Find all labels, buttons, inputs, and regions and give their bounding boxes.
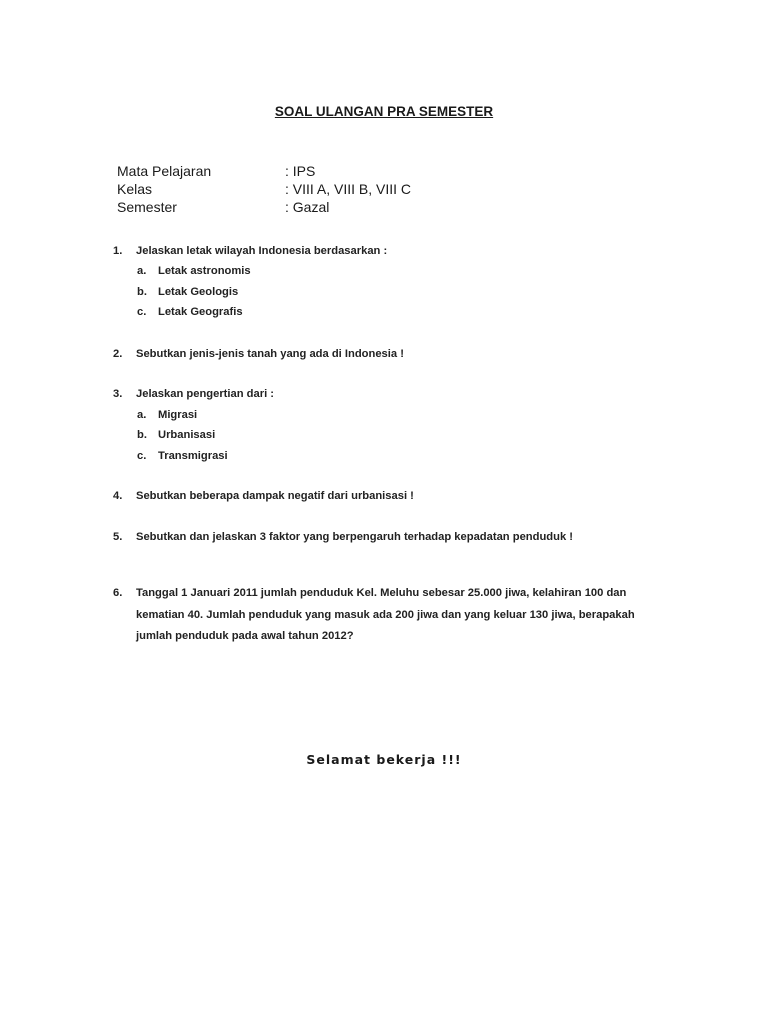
sub-text: Transmigrasi xyxy=(158,450,228,462)
sub-letter: c. xyxy=(137,450,147,462)
info-value-class: : VIII A, VIII B, VIII C xyxy=(285,181,412,197)
info-value-subject: : IPS xyxy=(285,163,316,179)
info-value-semester: : Gazal xyxy=(285,199,330,215)
question-number: 3. xyxy=(113,388,123,400)
title-text: SOAL ULANGAN PRA SEMESTER xyxy=(274,104,494,119)
question-text-line: jumlah penduduk pada awal tahun 2012? xyxy=(136,630,354,642)
sub-letter: a. xyxy=(137,265,147,277)
sub-letter: b. xyxy=(137,429,147,441)
closing-text: Selamat bekerja !!! xyxy=(306,752,462,767)
question-text: Sebutkan dan jelaskan 3 faktor yang berpengaruh terhadap kepadatan penduduk ! xyxy=(136,531,574,543)
sub-letter: b. xyxy=(137,286,147,298)
sub-text: Letak astronomis xyxy=(158,265,251,277)
question-text: Jelaskan pengertian dari : xyxy=(136,388,275,400)
sub-letter: a. xyxy=(137,409,147,421)
info-label-semester: Semester xyxy=(117,199,177,215)
sub-text: Urbanisasi xyxy=(158,429,216,441)
question-text: Sebutkan beberapa dampak negatif dari urbanisasi ! xyxy=(136,490,414,502)
question-text-line: Tanggal 1 Januari 2011 jumlah penduduk Kel. Meluhu sebesar 25.000 jiwa, kelahiran 100 dan xyxy=(136,587,627,599)
sub-letter: c. xyxy=(137,306,147,318)
question-number: 5. xyxy=(113,531,123,543)
sub-text: Migrasi xyxy=(158,409,198,421)
info-label-class: Kelas xyxy=(117,181,153,197)
question-number: 1. xyxy=(113,245,123,257)
question-text: Sebutkan jenis-jenis tanah yang ada di Indonesia ! xyxy=(136,348,404,360)
sub-text: Letak Geografis xyxy=(158,306,243,318)
info-label-subject: Mata Pelajaran xyxy=(117,163,212,179)
page-title xyxy=(0,104,768,119)
question-number: 6. xyxy=(113,587,123,599)
question-number: 2. xyxy=(113,348,123,360)
question-number: 4. xyxy=(113,490,123,502)
question-text: Jelaskan letak wilayah Indonesia berdasarkan : xyxy=(136,245,388,257)
question-text-line: kematian 40. Jumlah penduduk yang masuk ada 200 jiwa dan yang keluar 130 jiwa, berapakah xyxy=(136,609,635,621)
sub-text: Letak Geologis xyxy=(158,286,239,298)
